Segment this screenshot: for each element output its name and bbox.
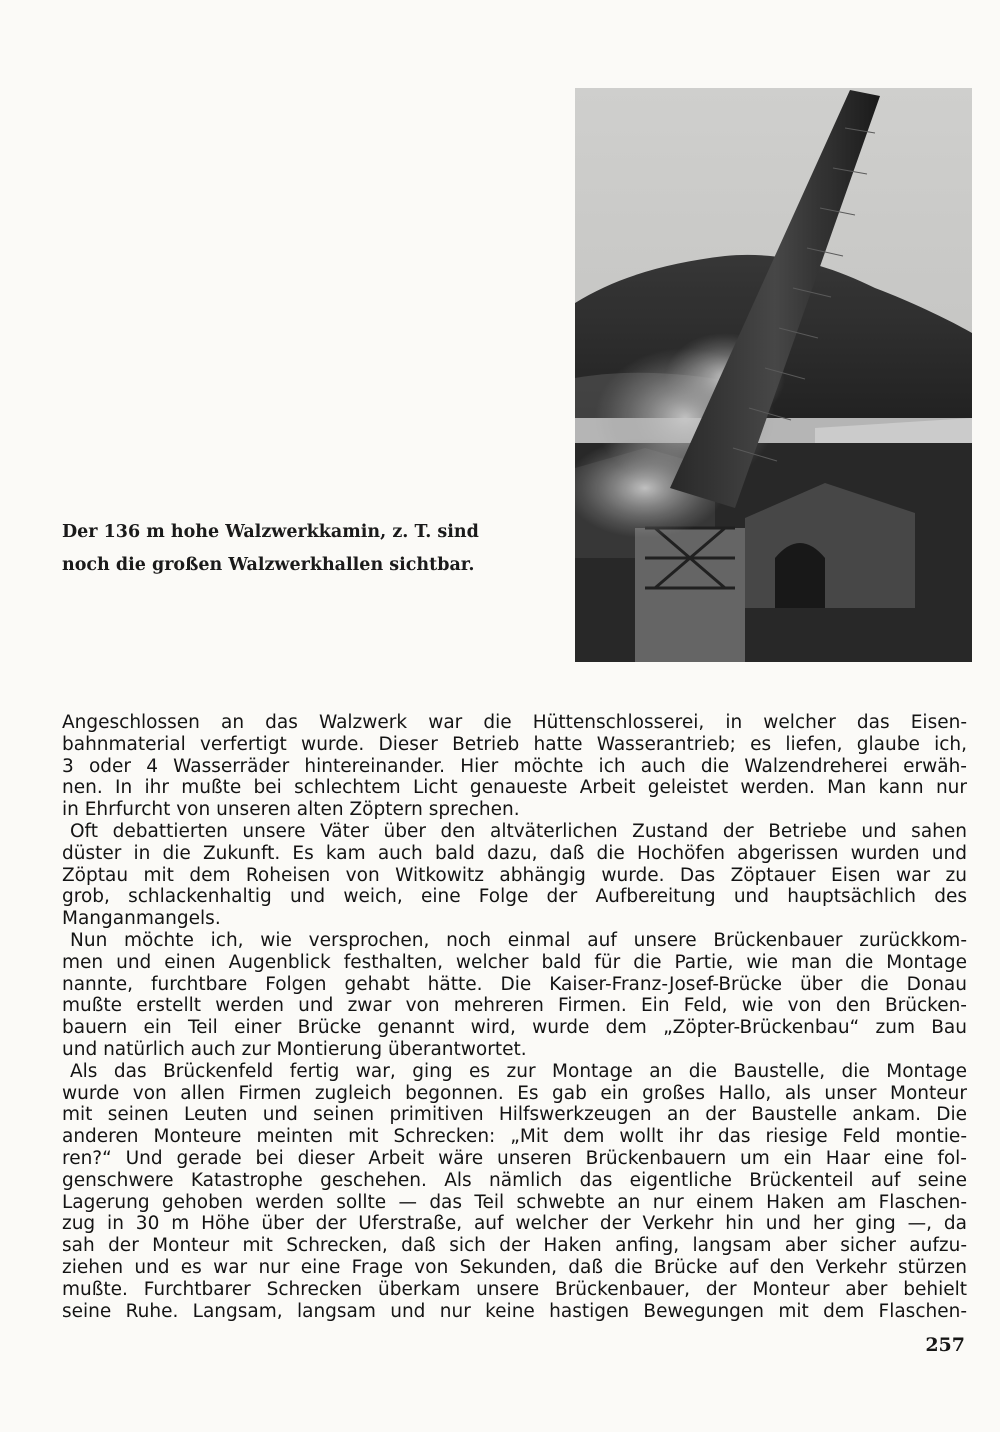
text-line: zug in 30 m Höhe über der Uferstraße, auf welcher der Verkehr hin und her ging —, da	[62, 1213, 967, 1235]
text-line: Lagerung gehoben werden sollte — das Teil schwebte an nur einem Haken am Flaschen-	[62, 1191, 967, 1213]
text-line: bauern ein Teil einer Brücke genannt wird, wurde dem „Zöpter-Brückenbau“ zum Bau	[62, 1017, 967, 1039]
text-line: seine Ruhe. Langsam, langsam und nur keine hastigen Bewegungen mit dem Flaschen-	[62, 1300, 967, 1322]
caption-line: noch die großen Walzwerkhallen sichtbar.	[62, 555, 475, 575]
text-line: in Ehrfurcht von unseren alten Zöptern sprechen.	[62, 799, 520, 821]
text-line: ziehen und es war nur eine Frage von Sekunden, daß die Brücke auf den Verkehr stürzen	[62, 1256, 967, 1278]
text-line: mußte. Furchtbarer Schrecken überkam unsere Brückenbauer, der Monteur aber behielt	[62, 1278, 967, 1300]
text-line: nen. In ihr mußte bei schlechtem Licht genaueste Arbeit geleistet werden. Man kann nur	[62, 777, 967, 799]
caption-line: Der 136 m hohe Walzwerkkamin, z. T. sind	[62, 522, 479, 542]
chimney-photo-image	[575, 88, 972, 662]
text-line: und natürlich auch zur Montierung überantwortet.	[62, 1038, 527, 1060]
text-line: Oft debattierten unsere Väter über den altväterlichen Zustand der Betriebe und sahen	[70, 820, 967, 842]
figure-caption	[62, 516, 532, 582]
text-line: men und einen Augenblick festhalten, welcher bald für die Partie, wie man die Montage	[62, 951, 967, 973]
text-line: Nun möchte ich, wie versprochen, noch einmal auf unsere Brückenbauer zurückkom-	[70, 929, 967, 951]
article-body	[62, 712, 967, 1322]
text-line: 3 oder 4 Wasserräder hintereinander. Hier möchte ich auch die Walzendreherei erwäh-	[62, 755, 967, 777]
text-line: grob, schlackenhaltig und weich, eine Folge der Aufbereitung und hauptsächlich des	[62, 886, 967, 908]
text-line: Zöptau mit dem Roheisen von Witkowitz abhängig wurde. Das Zöptauer Eisen war zu	[62, 864, 967, 886]
text-line: Als das Brückenfeld fertig war, ging es zur Montage an die Baustelle, die Montage	[70, 1060, 967, 1082]
text-line: ren?“ Und gerade bei dieser Arbeit wäre unseren Brückenbauern um ein Haar eine fol-	[62, 1147, 967, 1169]
text-line: sah der Monteur mit Schrecken, daß sich der Haken anfing, langsam aber sicher aufzu-	[62, 1235, 967, 1257]
text-line: nannte, furchtbare Folgen gehabt hätte. Die Kaiser-Franz-Josef-Brücke über die Donau	[62, 973, 967, 995]
text-line: anderen Monteure meinten mit Schrecken: „Mit dem wollt ihr das riesige Feld montie-	[62, 1126, 967, 1148]
text-line: bahnmaterial verfertigt wurde. Dieser Betrieb hatte Wasserantrieb; es liefen, glaube ich,	[62, 733, 967, 755]
text-line: mit seinen Leuten und seinen primitiven Hilfswerkzeugen an der Baustelle ankam. Die	[62, 1104, 967, 1126]
text-line: Angeschlossen an das Walzwerk war die Hüttenschlosserei, in welcher das Eisen-	[62, 712, 967, 733]
chimney-photo	[575, 88, 972, 662]
text-line: mußte erstellt werden und zwar von mehreren Firmen. Ein Feld, wie von den Brücken-	[62, 995, 967, 1017]
text-line: Manganmangels.	[62, 908, 221, 930]
page-number: 257	[925, 1334, 965, 1356]
text-line: düster in die Zukunft. Es kam auch bald dazu, daß die Hochöfen abgerissen wurden und	[62, 842, 967, 864]
text-line: genschwere Katastrophe geschehen. Als nämlich das eigentliche Brückenteil auf seine	[62, 1169, 967, 1191]
text-line: wurde von allen Firmen zugleich begonnen. Es gab ein großes Hallo, als unser Monteur	[62, 1082, 967, 1104]
